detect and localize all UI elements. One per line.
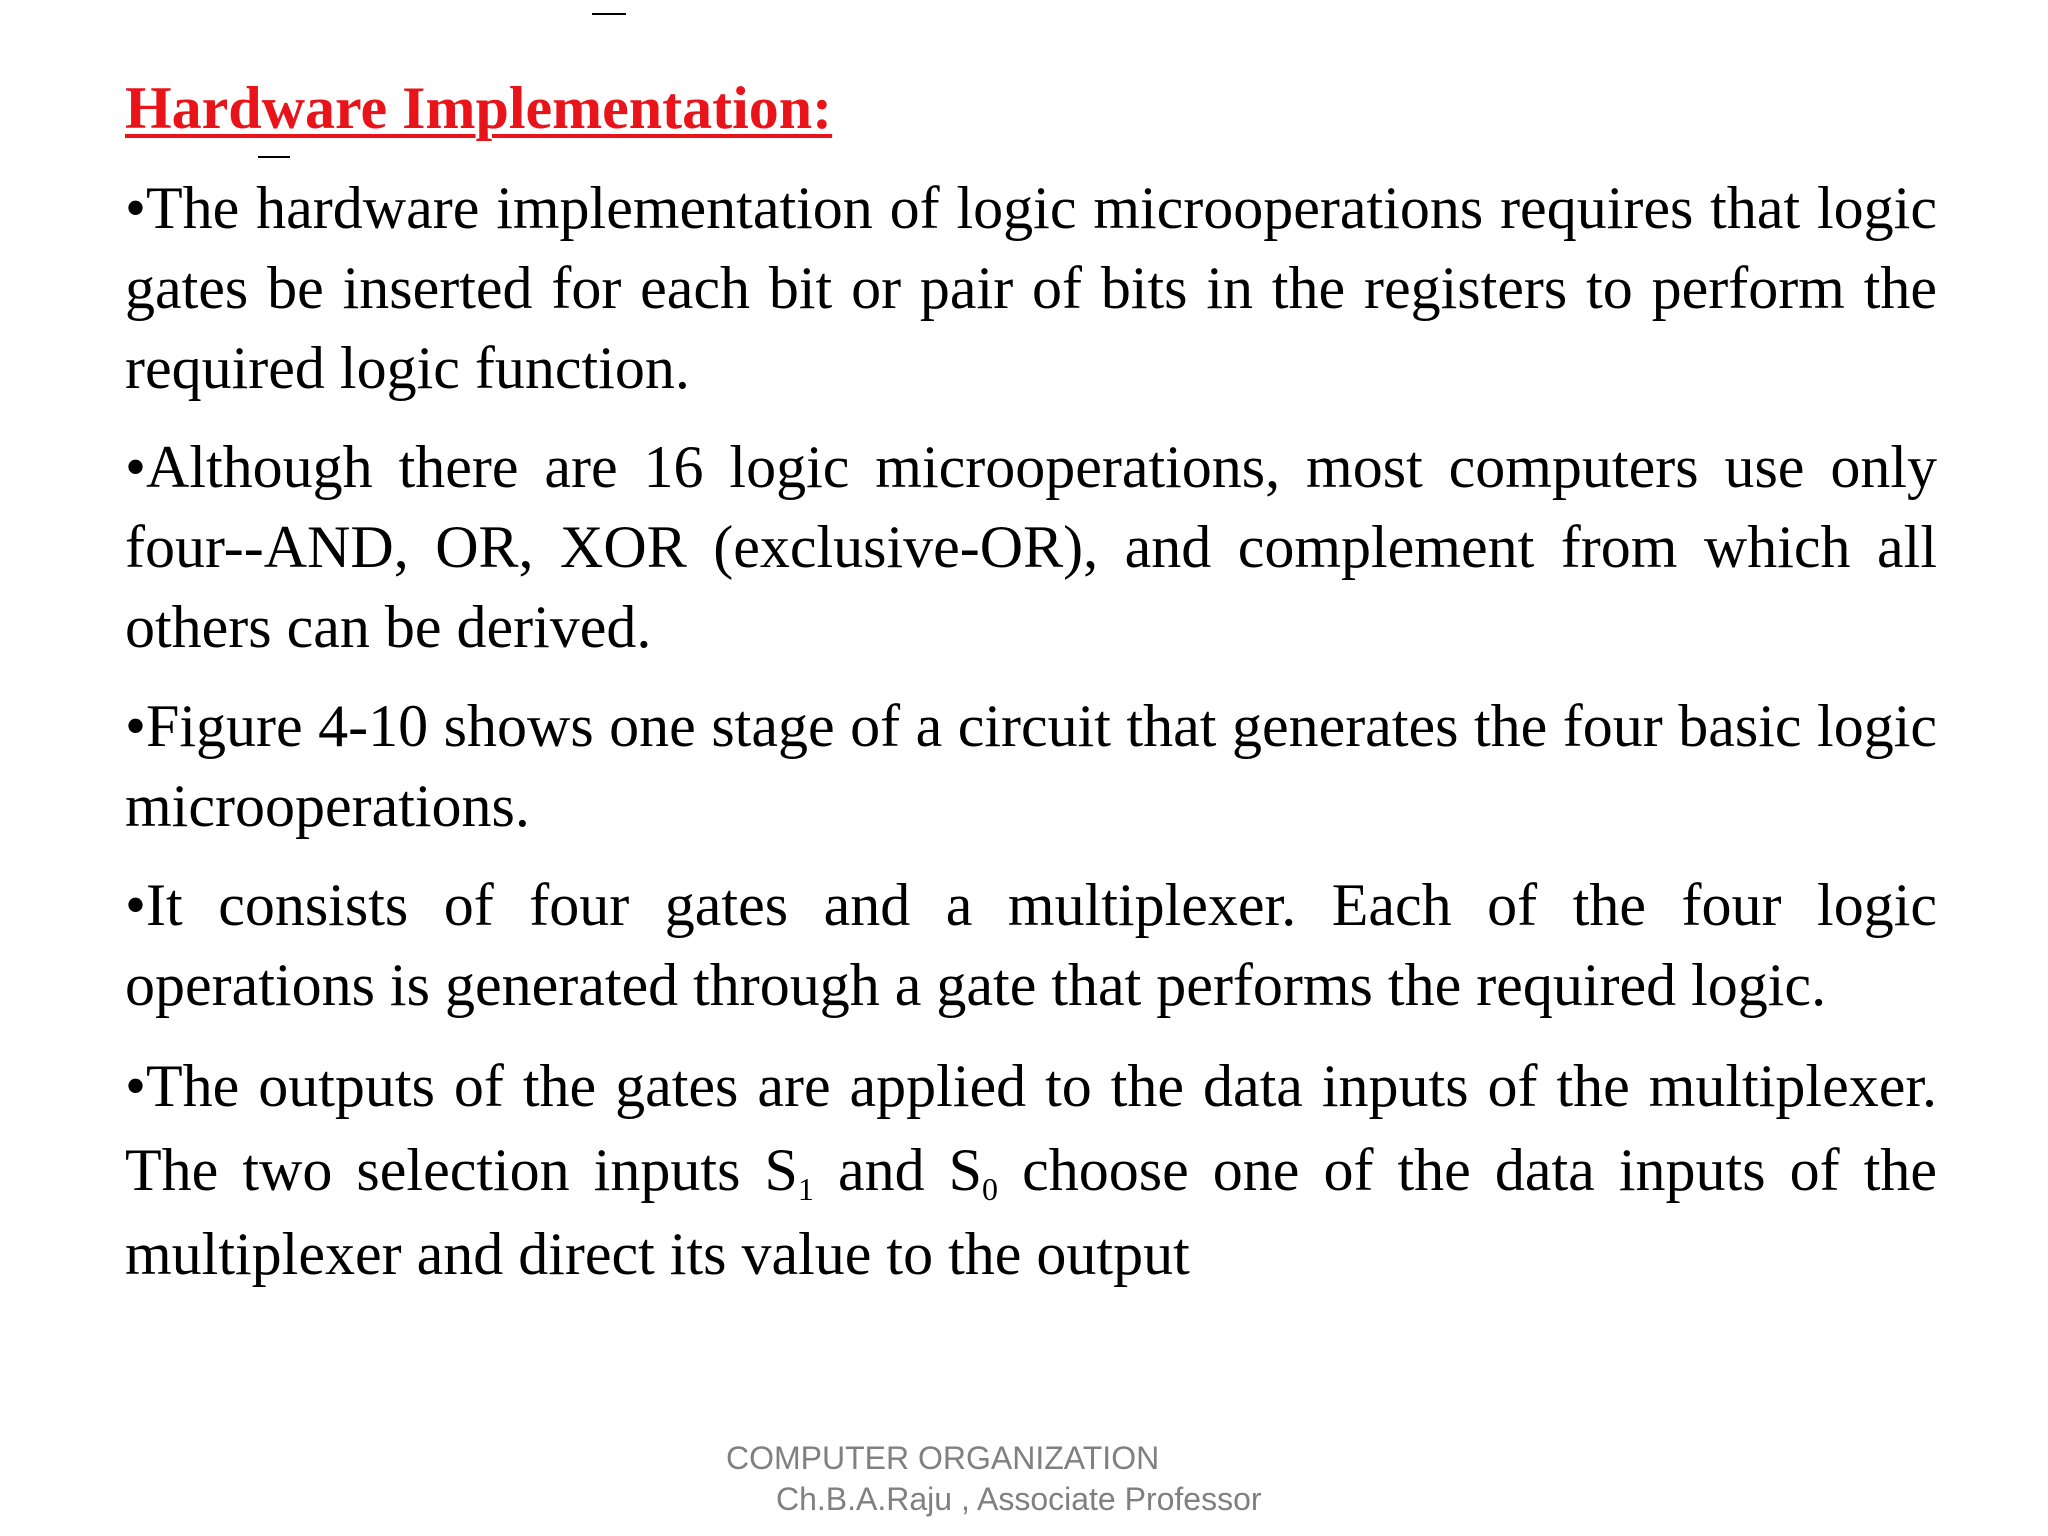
bullet-point bbox=[125, 168, 1937, 408]
bullet-text: and S bbox=[813, 1137, 983, 1203]
bullet-text: The hardware implementation of logic microoperations requires that logic gates be inserted for each bit or pair of bits in the registers to perform the required logic function. bbox=[125, 175, 1937, 401]
bullet-text: choose one of the data inputs of the multiplexer and direct its value to the output bbox=[125, 1137, 1937, 1287]
stray-overline-mark bbox=[258, 156, 290, 158]
subscript: 1 bbox=[797, 1171, 814, 1207]
bullet-point bbox=[125, 865, 1937, 1025]
bullet-text: Figure 4-10 shows one stage of a circuit that generates the four basic logic microoperations. bbox=[125, 693, 1937, 839]
subscript: 0 bbox=[982, 1171, 999, 1207]
stray-overline-mark bbox=[592, 13, 626, 15]
footer-author: Ch.B.A.Raju , Associate Professor bbox=[776, 1481, 1262, 1517]
bullet-marker: • bbox=[125, 434, 147, 500]
bullet-marker: • bbox=[125, 693, 147, 759]
bullet-marker: • bbox=[125, 175, 147, 241]
bullet-text: It consists of four gates and a multiplexer. Each of the four logic operations is generated through a gate that performs the required logic. bbox=[125, 872, 1937, 1018]
footer-course: COMPUTER ORGANIZATION bbox=[726, 1440, 1160, 1476]
bullet-point bbox=[125, 427, 1937, 667]
bullet-text: Although there are 16 logic microoperations, most computers use only four--AND, OR, XOR (exclusive-OR), and complement from which all others can be derived. bbox=[125, 434, 1937, 660]
slide-title: Hardware Implementation: bbox=[125, 75, 833, 141]
bullet-text: The outputs of the gates are applied to the data inputs of the multiplexer. The two selection inputs S bbox=[125, 1053, 1937, 1203]
bullet-marker: • bbox=[125, 1053, 147, 1119]
bullet-point bbox=[125, 686, 1937, 846]
bullet-point bbox=[125, 1044, 1937, 1296]
bullet-marker: • bbox=[125, 872, 147, 938]
slide-body bbox=[125, 168, 1937, 1315]
